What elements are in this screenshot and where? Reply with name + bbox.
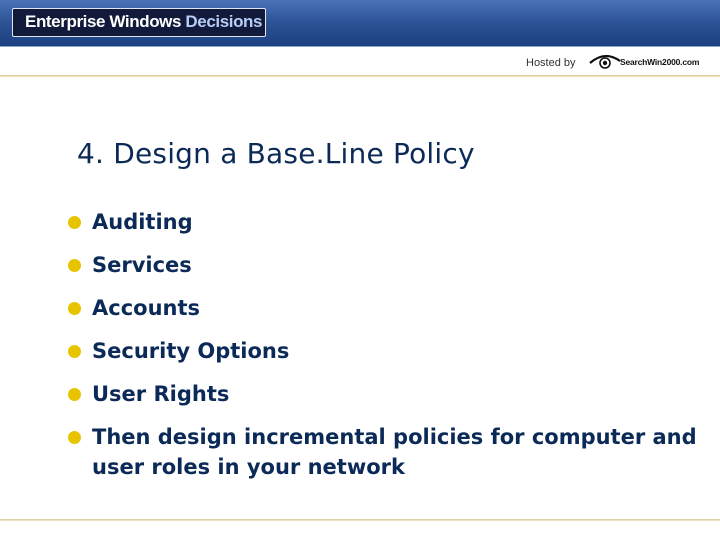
bullet-text: Accounts <box>92 296 201 320</box>
bullet-text: Auditing <box>92 210 193 234</box>
bullet-icon <box>68 388 81 401</box>
bullet-list <box>66 207 706 495</box>
hosted-by-label: Hosted by <box>526 57 576 69</box>
bullet-text: Security Options <box>92 339 290 363</box>
bullet-item <box>66 293 706 323</box>
bullet-text: Services <box>92 253 192 277</box>
sponsor-logo-text: SearchWin2000.com <box>620 57 700 67</box>
bottom-divider <box>0 519 720 521</box>
bullet-text: Then design incremental policies for computer and user roles in your network <box>92 425 697 479</box>
header-banner <box>0 0 720 47</box>
bullet-item <box>66 422 706 482</box>
banner-title-box <box>12 8 266 37</box>
bullet-item <box>66 207 706 237</box>
banner-title-part2: Decisions <box>185 12 263 31</box>
slide-title: 4. Design a Base.Line Policy <box>77 137 475 170</box>
bullet-icon <box>68 302 81 315</box>
bullet-item <box>66 336 706 366</box>
bullet-icon <box>68 431 81 444</box>
banner-title <box>25 12 262 32</box>
bullet-icon <box>68 259 81 272</box>
bullet-text: User Rights <box>92 382 230 406</box>
bullet-item <box>66 250 706 280</box>
top-divider <box>0 75 720 77</box>
eye-logo-icon <box>589 52 621 70</box>
bullet-item <box>66 379 706 409</box>
bullet-icon <box>68 216 81 229</box>
banner-title-part1: Enterprise Windows <box>25 12 182 31</box>
bullet-icon <box>68 345 81 358</box>
